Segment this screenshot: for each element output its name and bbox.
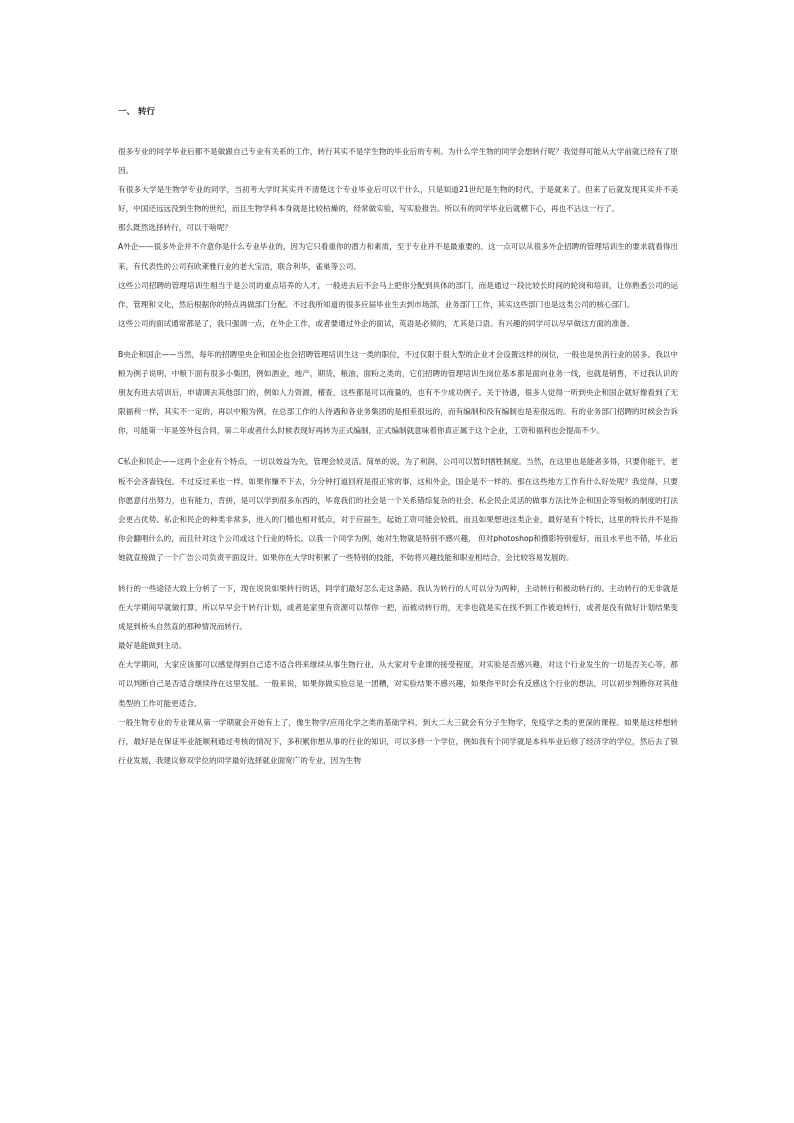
paragraph-7: B央企和国企——当然，每年的招聘里央企和国企也会招聘管理培训生这一类的职位，不过仅限于很大型的企业才会设置这样的岗位，一般也是快消行业的居多。我以中粮为例子说明，中粮下面有很多小集团，例如酒业，地产，期货，粮油，面粉之类的，它们招聘的管理培训生岗位基本都是面向业务一线，也就是销售，不过我认识的朋友有进去培训后，申请调去其他部门的，例如人力资源，稽查，这些都是可以商量的，也有不少成功例子。关于待遇，很多人觉得一听到央企和国企就好像看到了无限福利一样，其实不一定的，再以中粮为例，在总部工作的人待遇和各业务集团的是相差很远的，而有编制和没有编制也是差很远的。有的业务部门招聘的时候会告诉你，可能第一年是签外包合同，第二年或者什么时候表现好再转为正式编制，正式编制就意味着你真正属于这个企业，工资和福利也会提高不少。	[118, 349, 678, 436]
paragraph-spacer	[118, 333, 678, 345]
paragraph-4: A外企——很多外企并不介意你是什么专业毕业的，因为它只看重你的潜力和素质，至于专业并不是最重要的。这一点可以从很多外企招聘的管理培训生的要求就看得出来，有代表性的公司有欧莱雅行业的老大宝洁，联合利华，雀巢等公司。	[118, 242, 678, 271]
paragraph-5: 这些公司招聘的管理培训生相当于是公司的重点培养的人才，一般进去后不会马上把你分配到具体的部门，而是通过一段比较长时间的轮岗和培训，让你熟悉公司的运作，管理和文化，然后根据你的特点再做部门分配。不过我所知道的很多应届毕业生去到市场部，业务部门工作，其实这些部门也是这类公司的核心部门。	[118, 280, 678, 309]
paragraph-3: 那么既然选择转行，可以干啥呢？	[118, 223, 232, 233]
paragraph-10: 最好是能做到主动。	[118, 641, 187, 651]
paragraph-spacer	[118, 440, 678, 452]
paragraph-9: 转行的一些途径大致上分析了一下，现在说说如果转行的话，同学们最好怎么走这条路。我认为转行的人可以分为两种，主动转行和被动转行的。主动转行的无非就是在大学期间早就做打算，所以早早会干转行计划，或者是家里有资源可以帮你一把，而被动转行的，无非也就是实在找不到工作被迫转行，或者是没有做好计划结果变成是到桥头自然直的那种情况而转行。	[118, 583, 678, 632]
document-page	[118, 104, 678, 770]
section-heading: 一、 转行	[118, 107, 155, 117]
paragraph-8: C私企和民企——这两个企业有个特点，一切以效益为先，管理会较灵活。简单的说，为了利润，公司可以暂时牺牲制度。当然，在这里也是能者多得，只要你能干，老板不会吝啬钱包。不过反过来也一样，如果你赚不下去，分分钟打道回府是很正常的事，这和外企，国企是不一样的。那在这些地方工作有什么好处呢？我觉得，只要你愿意付出努力，也有能力，肯拼，是可以学到很多东西的，毕竟我们的社会是一个关系错综复杂的社会，私企民企灵活的做事方法比外企和国企等刻板的制度的打法会更占优势。私企和民企的种类非常多，进入的门槛也相对低点，对于应届生，起始工资可能会较低。而且如果想进这类企业，最好是有个特长，这里的特长并不是指你会翻唱什么的，而且针对这个公司或这个行业的特长。以我一个同学为例，她对生物就是特别不感兴趣， 但对photoshop和摄影特别爱好，而且水平也不错，毕业后她就直接做了一个广告公司负责平面设计。如果你在大学时积累了一些特别的技能，不妨将兴趣技能和职业相结合，会比较容易发展的。	[118, 457, 678, 562]
paragraph-11: 在大学期间，大家应该都可以感觉得到自己适不适合将来继续从事生物行业，从大家对专业课的接受程度，对实验是否感兴趣，对这个行业发生的一切是否关心等，都可以判断自己是否适合继续待在这里发展。一般来说，如果你做实验总是一团糟，对实验结果不感兴趣，如果你平时会有反感这个行业的想法，可以初步判断你对其他类型的工作可能更适合。	[118, 660, 678, 708]
paragraph-12: 一般生物专业的专业课从第一学期就会开始有上了，像生物学/应用化学之类的基础学科，到大二大三就会有分子生物学，免疫学之类的更深的课程。如果是这样想转行，最好是在保证毕业能顺利通过考核的情况下，多积累你想从事的行业的知识，可以多修一个学位，例如我有个同学就是本科毕业后修了经济学的学位，然后去了银行业发展，我建议修双学位的同学最好选择就业面宽广的专业，因为生物	[118, 717, 678, 765]
paragraph-6: 这些公司的面试通常都是了，我只强调一点，在外企工作，或者要通过外企的面试，英语是必须的，尤其是口语。有兴趣的同学可以尽早做这方面的准备。	[118, 318, 635, 328]
paragraph-2: 有很多大学是生物学专业的同学，当初考大学时其实并不清楚这个专业毕业后可以干什么，只是知道21世纪是生物的时代，于是就来了。但来了后就发现其实并不美好，中国还远远没到生物的世纪，而且生物学科本身就是比较枯燥的，经常做实验，写实验报告。所以有的同学毕业后就横下心，再也不沾这一行了。	[118, 185, 678, 214]
paragraph-spacer	[118, 567, 678, 579]
paragraph-1: 很多专业的同学毕业后都不是做跟自己专业有关系的工作，转行其实不是学生物的毕业后的专利。为什么学生物的同学会想转行呢？我觉得可能从大学前就已经有了原因。	[118, 147, 678, 176]
